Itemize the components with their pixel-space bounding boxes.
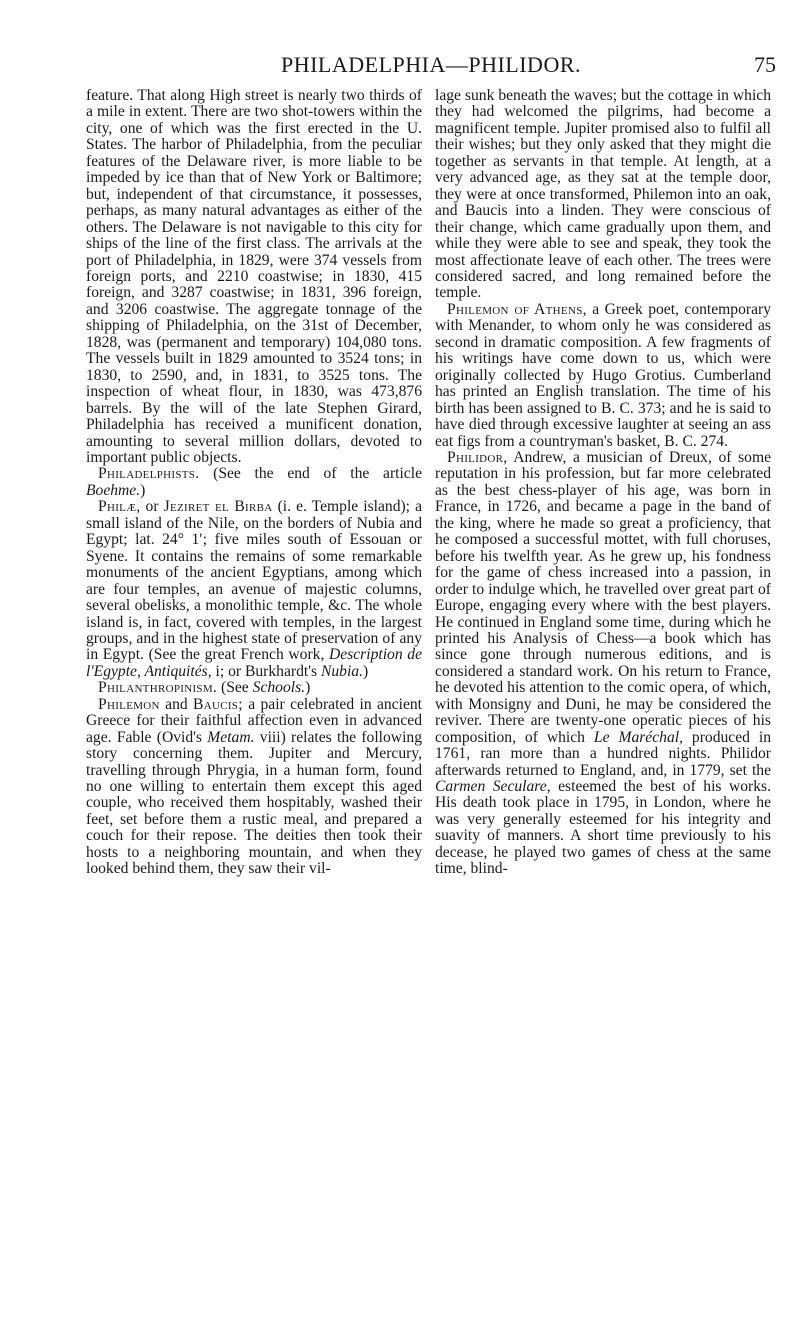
entry-text: (See [217, 679, 253, 697]
entry-philae [86, 499, 422, 680]
entry-text: ) [363, 662, 369, 680]
entry-text: or [140, 498, 164, 516]
entry-head: Baucis; [193, 695, 243, 713]
entry-text: (See the end of the article [199, 465, 422, 483]
running-title: PHILADELPHIA—PHILIDOR. [280, 52, 582, 77]
cross-reference: Boehme. [86, 481, 141, 499]
left-column [86, 88, 422, 878]
entry-text: i; or Burkhardt's [211, 662, 321, 680]
entry-text: viii) relates the following story concerning them. Jupiter and Mercury, travelling through Phrygia, in a human form, found no one willing to entertain them except this aged couple, who received them hospitably, washed their feet, set before them a rustic meal, and prepared a couch for their repose. The deities then took their hosts to a neighboring mountain, and when they looked behind them, they saw their vil- [86, 728, 422, 878]
cross-reference: Nubia. [320, 662, 364, 680]
entry-head: Philemon of Athens, [447, 300, 587, 318]
entry-head: Philemon [98, 695, 160, 713]
page-header [86, 50, 776, 84]
entry-philemon-of-athens [435, 302, 771, 450]
cross-reference: Carmen Seculare, [435, 778, 551, 796]
page-number: 75 [754, 52, 776, 77]
entry-text: a pair celebrated in ancient Greece for their faithful affection even in advanced age. Fable (Ovid's [86, 695, 422, 746]
paragraph-philadelphia-continued: feature. That along High street is nearly two thirds of a mile in extent. There are two shot-towers within the city, one of which was the first erected in the U. States. The harbor of Philadelphia, from the peculiar features of the Delaware river, is more liable to be impeded by ice than that of New York or Baltimore; but, independent of that circumstance, it possesses, perhaps, as many natural advantages as either of the others. The Delaware is not navigable to this city for ships of the line of the first class. The arrivals at the port of Philadelphia, in 1829, were 374 vessels from foreign ports, and 2210 coastwise; in 1830, 415 foreign, and 3287 coastwise; in 1831, 396 foreign, and 3206 coastwise. The aggregate tonnage of the shipping of Philadelphia, on the 31st of December, 1828, was (permanent and temporary) 104,080 tons. The vessels built in 1829 amounted to 3524 tons; in 1830, to 2590, and, in 1831, to 3525 tons. The inspection of wheat flour, in 1830, was 473,876 barrels. By the will of the late Stephen Girard, Philadelphia has received a munificent donation, amounting to several million dollars, devoted to important public objects. [86, 87, 422, 466]
entry-text: Andrew, a musician of Dreux, of some reputation in his profession, but far more celebrated as the best chess-player of his age, was born in France, in 1726, and became a page in the band of the king, where he made so great a proficiency, that he composed a successful mottet, with full choruses, before his twelfth year. As he grew up, his fondness for the game of chess increased into a passion, in order to indulge which, he travelled over great part of Europe, engaging every where with the best players. He continued in England some time, during which he printed his Analysis of Chess—a book which has since gone through numerous editions, and is considered a standard work. On his return to France, he devoted his attention to the comic opera, of which, with Monsigny and Duni, he may be considered the reviver. There are twenty-one operatic pieces of his composition, of which [435, 448, 771, 746]
entry-head: Philadelphists. [98, 465, 200, 483]
entry-text: a Greek poet, contemporary with Menander, to whom only he was considered as second in dramatic composition. A few fragments of his writings have come down to us, which were originally collected by Hugo Grotius. Cumberland has printed an English translation. The time of his birth has been assigned to B. C. 373; and he is said to have died through excessive laughter at seeing an ass eat figs from a countryman's basket, B. C. 274. [435, 300, 772, 450]
entry-text: (i. e. Temple island); a small island of the Nile, on the borders of Nubia and Egypt; lat. 24° 1′; five miles south of Essouan or Syene. It contains the remains of some remarkable monuments of the ancient Egyptians, among which are four temples, an avenue of majestic columns, several obelisks, a monolithic temple, &c. The whole island is, in fact, covered with temples, in the largest groups, and in the highest state of preservation of any in Egypt. (See the great French work, [86, 498, 422, 664]
entry-text: produced in 1761, ran more than a hundred nights. Philidor afterwards returned to England, and, in 1779, set the [435, 728, 772, 779]
entry-text: and [159, 695, 194, 713]
paragraph-philemon-continued: lage sunk beneath the waves; but the cottage in which they had welcomed the pilgrims, had become a magnificent temple. Jupiter promised also to fulfil all their wishes; but they only asked that they might die together as servants in that temple. At length, at a very advanced age, as they sat at the temple door, they were at once transformed, Philemon into an oak, and Baucis into a linden. They were conscious of their change, which came gradually upon them, and while they were able to see and speak, they took the most affectionate leave of each other. The trees were considered sacred, and long remained before the temple. [435, 87, 771, 302]
entry-philidor [435, 450, 771, 878]
entry-head: Philanthropinism. [98, 679, 218, 697]
entry-alt-head: Jeziret el Birba [163, 498, 273, 516]
entry-philemon-and-baucis [86, 697, 422, 878]
entry-head: Philæ, [98, 498, 141, 516]
cross-reference: Metam. [207, 728, 255, 746]
entry-head: Philidor, [447, 448, 508, 466]
cross-reference: Le Maréchal, [593, 728, 683, 746]
entry-text: esteemed the best of his works. His death took place in 1795, in London, where he was very generally esteemed for his integrity and suavity of manners. A short time previously to his decease, he played two games of chess at the same time, blind- [435, 778, 771, 878]
entry-philanthropinism [86, 680, 422, 696]
right-column [435, 88, 771, 878]
entry-text: ) [140, 481, 146, 499]
cross-reference: Description de l'Egypte, Antiquités, [86, 646, 422, 680]
cross-reference: Schools. [252, 679, 306, 697]
entry-philadelphists [86, 466, 422, 499]
entry-text: ) [305, 679, 311, 697]
